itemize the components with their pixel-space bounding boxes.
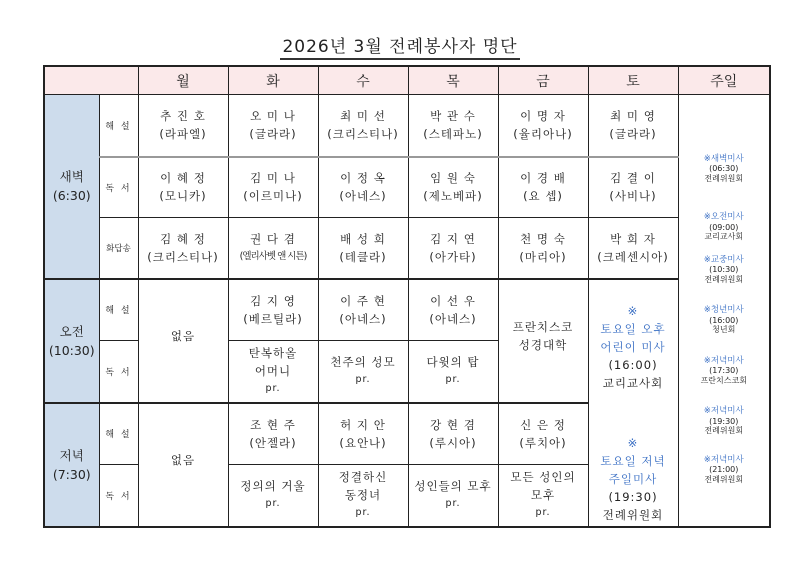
cell-morning-mon: 없음	[138, 279, 228, 403]
cell-dawn-psalm-wed: 배 성 희 (테클라)	[318, 218, 408, 279]
sunday-item: ※저녁미사 (17:30) 프란치스코회	[700, 355, 747, 385]
cell-morning-commentary-tue: 김 지 영 (베르틸라)	[228, 279, 318, 341]
schedule-table	[43, 65, 771, 528]
role-reading: 독 서	[99, 465, 138, 527]
sunday-item: ※청년미사 (16:00) 청년회	[703, 305, 744, 334]
header-mon: 월	[138, 66, 228, 95]
role-reading: 독 서	[99, 341, 138, 403]
cell-dawn-psalm-sat: 박 희 자 (크레센시아)	[588, 218, 678, 279]
cell-evening-reading-fri: 모든 성인의 모후 pr.	[498, 465, 588, 527]
cell-morning-reading-tue: 탄복하올 어머니 pr.	[228, 341, 318, 403]
sunday-mass-list	[678, 95, 770, 527]
cell-dawn-reading-mon: 이 혜 정 (모니카)	[138, 157, 228, 218]
cell-dawn-psalm-thu: 김 지 연 (아가타)	[408, 218, 498, 279]
sunday-item: ※저녁미사 (21:00) 전례위원회	[703, 454, 744, 484]
sunday-item: ※저녁미사 (19:30) 전례위원회	[703, 406, 744, 435]
cell-saturday-special: ※ 토요일 오후 어린이 미사 (16:00) 교리교사회 ※ 토요일 저녁 주일미사 (19:30) 전례위원회	[588, 279, 678, 527]
cell-dawn-commentary-thu: 박 관 수 (스테파노)	[408, 95, 498, 157]
cell-dawn-reading-thu: 임 원 숙 (제노베파)	[408, 157, 498, 218]
time-label-morning: 오전 (10:30)	[44, 279, 99, 403]
header-sat: 토	[588, 66, 678, 95]
cell-dawn-reading-tue: 김 미 나 (이르미나)	[228, 157, 318, 218]
cell-evening-commentary-tue: 조 현 주 (안젤라)	[228, 403, 318, 465]
cell-morning-reading-thu: 다윗의 탑 pr.	[408, 341, 498, 403]
dawn-commentary-row	[44, 95, 770, 157]
header-fri: 금	[498, 66, 588, 95]
cell-evening-reading-wed: 정결하신 동정녀 pr.	[318, 465, 408, 527]
role-commentary: 해 설	[99, 95, 138, 157]
sunday-item: ※교중미사 (10:30) 전례위원회	[703, 254, 744, 284]
header-sun: 주일	[678, 66, 770, 95]
role-reading: 독 서	[99, 157, 138, 218]
cell-dawn-psalm-mon: 김 혜 정 (크리스티나)	[138, 218, 228, 279]
cell-dawn-commentary-fri: 이 명 자 (율리아나)	[498, 95, 588, 157]
dawn-reading-row	[44, 157, 770, 218]
header-tue: 화	[228, 66, 318, 95]
cell-morning-reading-wed: 천주의 성모 pr.	[318, 341, 408, 403]
cell-dawn-commentary-tue: 오 미 나 (글라라)	[228, 95, 318, 157]
cell-dawn-psalm-tue: 권 다 겸 (엘리사벳 앤 시튼)	[228, 218, 318, 279]
cell-dawn-reading-sat: 김 결 이 (사비나)	[588, 157, 678, 218]
header-corner	[44, 66, 138, 95]
role-psalm: 화답송	[99, 218, 138, 279]
page-title: 2026년 3월 전례봉사자 명단	[0, 32, 800, 57]
cell-dawn-reading-fri: 이 경 배 (요 셉)	[498, 157, 588, 218]
cell-dawn-psalm-fri: 천 명 숙 (마리아)	[498, 218, 588, 279]
cell-evening-reading-tue: 정의의 거울 pr.	[228, 465, 318, 527]
morning-commentary-row	[44, 279, 770, 341]
sunday-item: ※새벽미사 (06:30) 전례위원회	[703, 153, 744, 183]
cell-dawn-commentary-mon: 추 진 호 (라파엘)	[138, 95, 228, 157]
cell-morning-fri: 프란치스코 성경대학	[498, 279, 588, 403]
cell-dawn-commentary-wed: 최 미 선 (크리스티나)	[318, 95, 408, 157]
time-label-dawn: 새벽 (6:30)	[44, 95, 99, 279]
cell-morning-commentary-wed: 이 주 현 (아네스)	[318, 279, 408, 341]
cell-morning-commentary-thu: 이 선 우 (아네스)	[408, 279, 498, 341]
role-commentary: 해 설	[99, 279, 138, 341]
header-wed: 수	[318, 66, 408, 95]
cell-dawn-commentary-sat: 최 미 영 (글라라)	[588, 95, 678, 157]
role-commentary: 해 설	[99, 403, 138, 465]
time-label-evening: 저녁 (7:30)	[44, 403, 99, 527]
cell-dawn-reading-wed: 이 정 옥 (아네스)	[318, 157, 408, 218]
cell-evening-mon: 없음	[138, 403, 228, 527]
cell-evening-commentary-fri: 신 은 정 (루치아)	[498, 403, 588, 465]
header-thu: 목	[408, 66, 498, 95]
sunday-item: ※오전미사 (09:00) 교리교사회	[703, 212, 744, 241]
cell-evening-commentary-wed: 허 지 안 (요안나)	[318, 403, 408, 465]
dawn-psalm-row	[44, 218, 770, 279]
header-row	[44, 66, 770, 95]
cell-evening-commentary-thu: 강 현 겸 (루시아)	[408, 403, 498, 465]
cell-evening-reading-thu: 성인들의 모후 pr.	[408, 465, 498, 527]
